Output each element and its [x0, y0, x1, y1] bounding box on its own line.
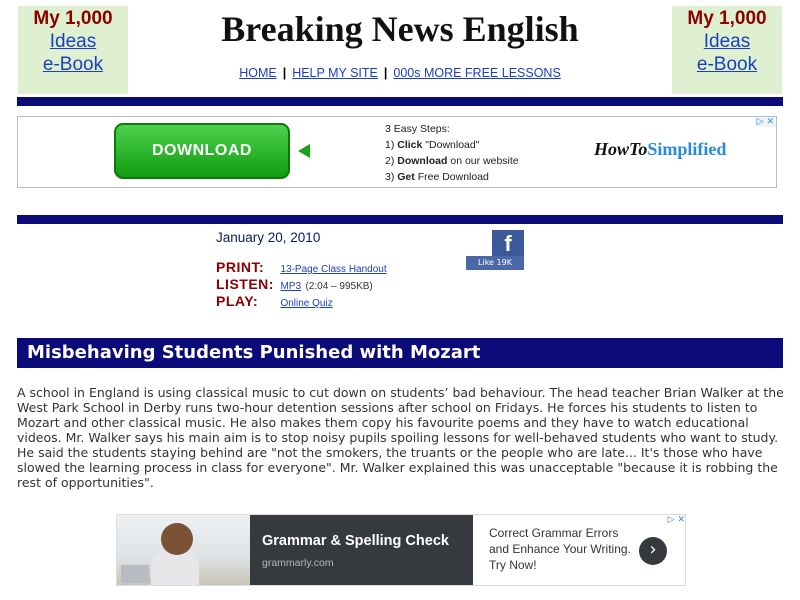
facebook-icon[interactable]: f: [492, 230, 524, 256]
download-button[interactable]: DOWNLOAD: [114, 123, 290, 179]
play-row: [216, 293, 333, 311]
steps-title: 3 Easy Steps:: [385, 123, 450, 135]
ebook-promo-left[interactable]: [18, 6, 128, 94]
ebook-promo-right[interactable]: [672, 6, 782, 94]
play-label: PLAY:: [216, 293, 259, 309]
facebook-like-button[interactable]: Like 19K: [466, 256, 524, 270]
navy-divider-top: [17, 97, 783, 106]
nav-help-link[interactable]: HELP MY SITE: [292, 66, 378, 80]
promo-right-line2[interactable]: Ideas: [703, 31, 751, 52]
person-head-shape: [161, 523, 193, 555]
promo-left-line1: My 1,000: [33, 8, 113, 29]
print-row: [216, 259, 387, 277]
left-triangle-icon: [298, 144, 310, 158]
print-label: PRINT:: [216, 259, 265, 275]
mp3-details: (2:04 – 995KB): [305, 281, 373, 292]
person-body-shape: [151, 553, 199, 585]
ad-photo: [117, 515, 250, 585]
step-3: 3) Get Free Download: [385, 171, 489, 183]
promo-right-line1: My 1,000: [687, 8, 767, 29]
listen-label: LISTEN:: [216, 276, 274, 292]
promo-right-line3[interactable]: e-Book: [696, 54, 758, 75]
laptop-shape: [121, 565, 149, 583]
online-quiz-link[interactable]: Online Quiz: [280, 298, 333, 309]
nav-separator: |: [282, 66, 287, 80]
promo-left-line3[interactable]: e-Book: [42, 54, 104, 75]
chevron-right-icon[interactable]: ›: [639, 537, 667, 565]
ad-steps: [385, 121, 519, 185]
nav-separator: |: [383, 66, 388, 80]
nav-more-lessons-link[interactable]: 000s MORE FREE LESSONS: [393, 66, 561, 80]
howtosimplified-logo[interactable]: HowToSimplified: [594, 139, 727, 159]
promo-left-line2[interactable]: Ideas: [49, 31, 97, 52]
step-2: 2) Download on our website: [385, 155, 519, 167]
grammarly-ad-text: Correct Grammar Errors and Enhance Your Writing. Try Now!: [489, 526, 631, 572]
nav-home-link[interactable]: HOME: [239, 66, 277, 80]
grammarly-ad[interactable]: [116, 514, 686, 586]
article-headline: Misbehaving Students Punished with Mozart: [27, 342, 481, 363]
site-title: Breaking News English: [221, 9, 579, 49]
mp3-link[interactable]: MP3: [280, 281, 302, 292]
grammarly-ad-url: grammarly.com: [262, 557, 334, 569]
top-navigation: [150, 66, 650, 80]
headline-bar: [17, 338, 783, 368]
article-date: January 20, 2010: [216, 230, 321, 245]
download-ad[interactable]: [17, 116, 777, 188]
adchoices-icon[interactable]: ▷ ✕: [667, 515, 685, 525]
print-link[interactable]: 13-Page Class Handout: [280, 264, 387, 275]
grammarly-ad-title[interactable]: Grammar & Spelling Check: [262, 533, 449, 549]
grammarly-tile[interactable]: [250, 515, 473, 585]
listen-row: [216, 276, 373, 294]
article-body: A school in England is using classical music to cut down on students’ bad behaviour. The head teacher Brian Walker at the West Park School in Derby runs two-hour detention sessions after school on Fridays. He forces his students to listen to Mozart and other classical music. He also makes them copy his favourite poems and they have to watch educational videos. Mr. Walker says his main aim is to stop noisy pupils spoiling lessons for well-behaved students who want to study. He said the students staying behind are "not the smokers, the truants or the people who are late... It's those who have slowed the learning process in class for everyone". Mr. Walker explained this was unacceptable "because it is robbing the rest of opportunities".: [17, 385, 784, 490]
navy-divider-bottom: [17, 215, 783, 224]
facebook-like-widget[interactable]: [466, 230, 524, 270]
adchoices-icon[interactable]: ▷ ✕: [756, 117, 774, 127]
step-1: 1) Click "Download": [385, 139, 480, 151]
